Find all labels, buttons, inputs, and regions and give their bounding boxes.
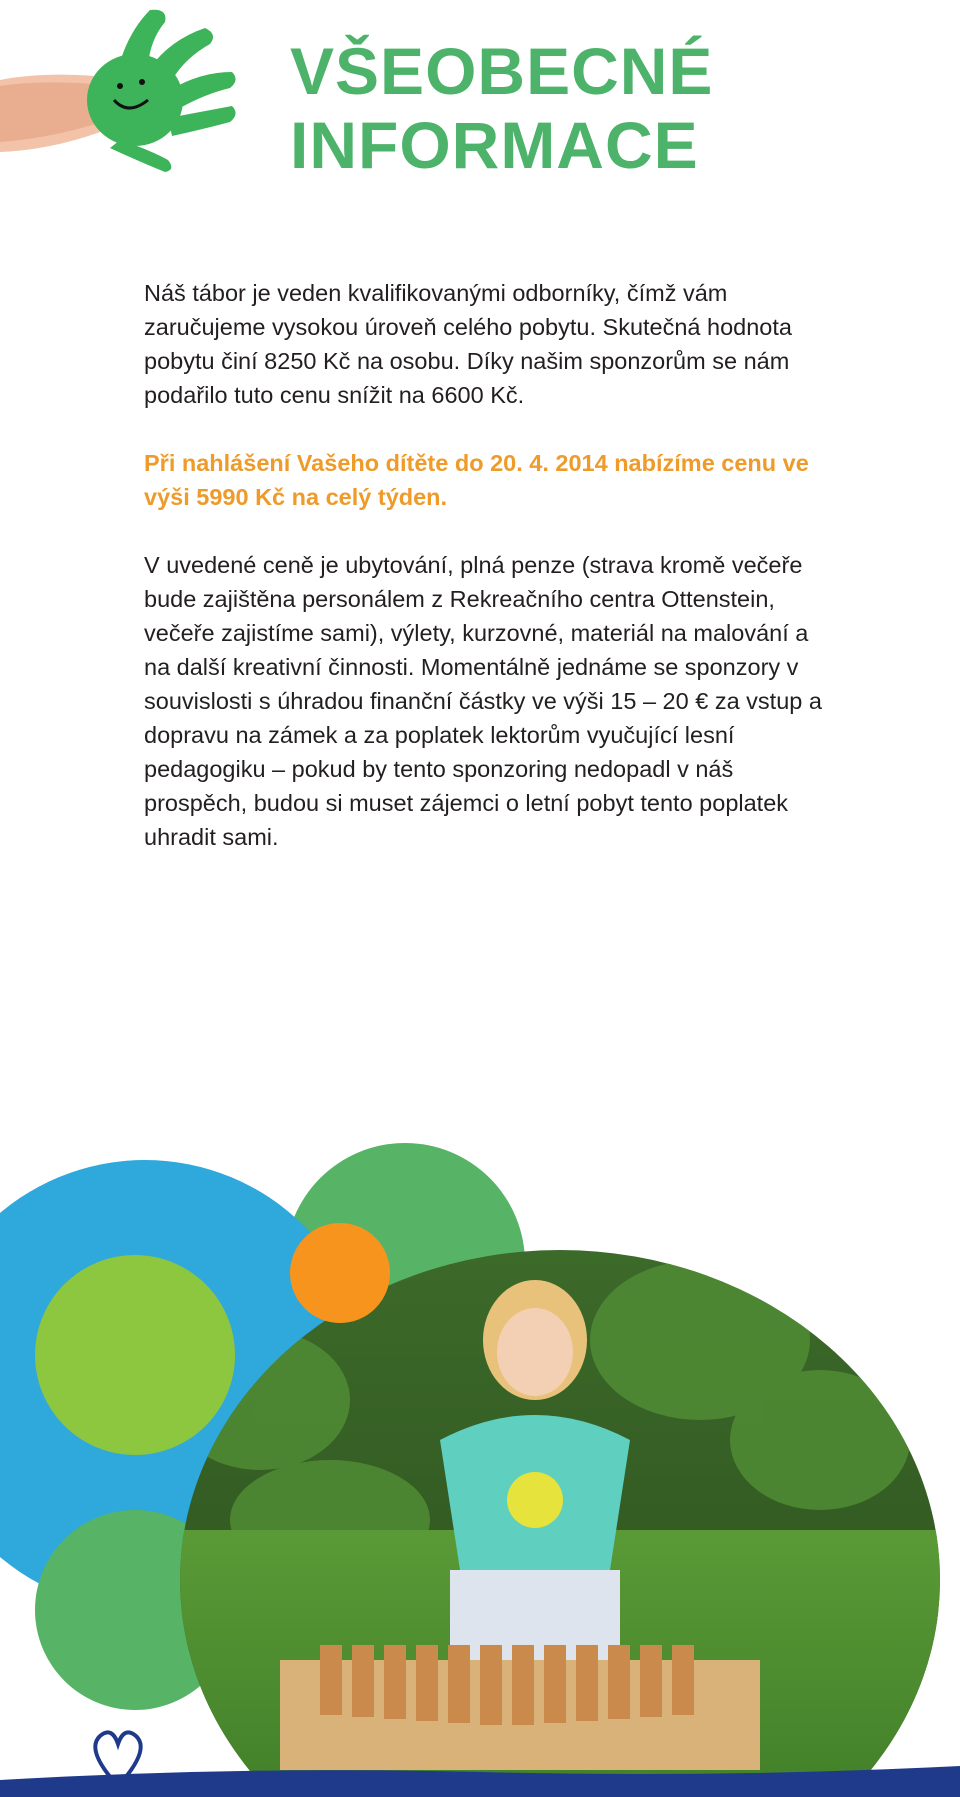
info-text <box>144 276 824 854</box>
paragraph-early-price: Při nahlášení Vašeho dítěte do 20. 4. 2014 nabízíme cenu ve výši 5990 Kč na celý týden. <box>144 450 809 510</box>
green-hand-icon <box>0 0 250 175</box>
page-title <box>290 34 713 182</box>
paragraph-quality: Náš tábor je veden kvalifikovanými odborníky, čímž vám zaručujeme vysokou úroveň celého pobytu. Skutečná hodnota pobytu činí 8250 Kč na osobu. Díky našim sponzorům se nám podařilo tuto cenu snížit na 6600 Kč. <box>144 280 792 408</box>
title-line-1: VŠEOBECNÉ <box>290 34 714 108</box>
decorative-photo-area <box>0 1140 960 1797</box>
orange-circle <box>290 1223 390 1323</box>
lime-circle <box>35 1255 235 1455</box>
title-line-2: INFORMACE <box>290 108 699 182</box>
paragraph-included: V uvedené ceně je ubytování, plná penze (strava kromě večeře bude zajištěna personálem z Rekreačního centra Ottenstein, večeře zajistíme sami), výlety, kurzovné, materiál na malování a na další kreativní činnosti. Momentálně jednáme se sponzory v souvislosti s úhradou finanční částky ve výši 15 – 20 € za vstup a dopravu na zámek a za poplatek lektorům vyučující lesní pedagogiku – pokud by tento sponzoring nedopadl v náš prospěch, budou si muset zájemci o letní pobyt tento poplatek uhradit sami. <box>144 552 822 850</box>
